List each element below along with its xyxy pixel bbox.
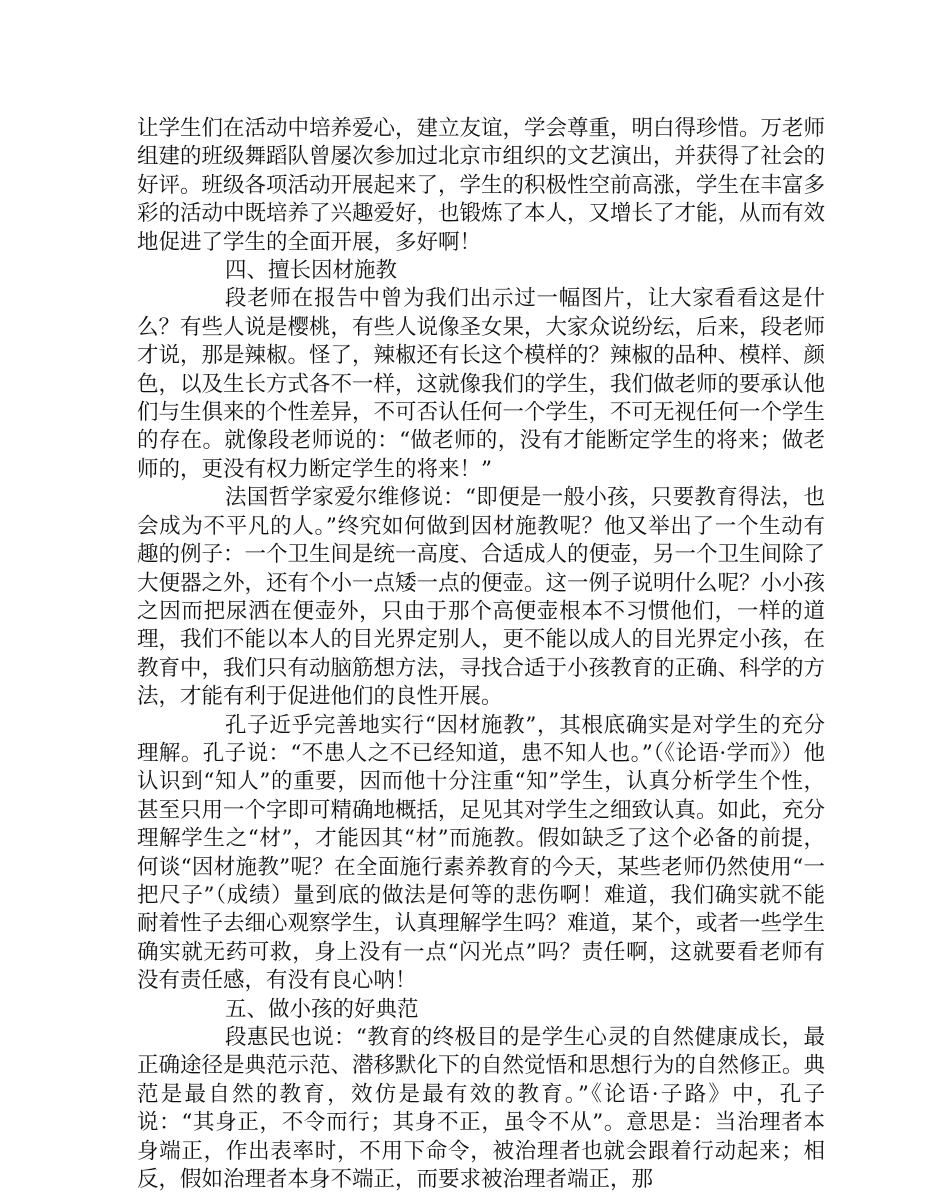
paragraph-confucius: 孔子近乎完善地实行“因材施教”，其根底确实是对学生的充分理解。孔子说：“不患人之不已经知道，患不知人也。”（《论语·学而》）他认识到“知人”的重要，因而他十分注重“知”学生，认真分析学生个性，甚至只用一个字即可精确地概括，足见其对学生之细致认真。如此，充分理解学生之“材”，才能因其“材”而施教。假如缺乏了这个必备的前提，何谈“因材施教”呢？在全面施行素养教育的今天，某些老师仍然使用“一把尺子”（成绩）量到底的做法是何等的悲伤啊！难道，我们确实就不能耐着性子去细心观察学生，认真理解学生吗？难道，某个，或者一些学生确实就无药可救，身上没有一点“闪光点”吗？责任啊，这就要看老师有没有责任感，有没有良心呐！ <box>137 712 826 994</box>
paragraph-role-model: 段惠民也说：“教育的终极目的是学生心灵的自然健康成长，最正确途径是典范示范、潜移默化下的自然觉悟和思想行为的自然修正。典范是最自然的教育，效仿是最有效的教育。”《论语·子路》中，孔子说：“其身正，不令而行；其身不正，虽令不从”。意思是：当治理者本身端正，作出表率时，不用下命令，被治理者也就会跟着行动起来；相反，假如治理者本身不端正，而要求被治理者端正，那 <box>137 1025 826 1193</box>
paragraph-helvetius: 法国哲学家爱尔维修说：“即便是一般小孩，只要教育得法，也会成为不平凡的人。”终究如何做到因材施教呢？他又举出了一个生动有趣的例子：一个卫生间是统一高度、合适成人的便壶，另一个卫生间除了大便器之外，还有个小一点矮一点的便壶。这一例子说明什么呢？小小孩之因而把尿洒在便壶外，只由于那个高便壶根本不习惯他们，一样的道理，我们不能以本人的目光界定别人，更不能以成人的目光界定小孩，在教育中，我们只有动脑筋想方法，寻找合适于小孩教育的正确、科学的方法，才能有利于促进他们的良性开展。 <box>137 485 826 710</box>
section-heading-4: 四、擅长因材施教 <box>225 258 398 284</box>
section-heading-5: 五、做小孩的好典范 <box>225 996 419 1022</box>
paragraph-pepper: 段老师在报告中曾为我们出示过一幅图片，让大家看看这是什么？有些人说是樱桃，有些人说像圣女果，大家众说纷纭，后来，段老师才说，那是辣椒。怪了，辣椒还有长这个模样的？辣椒的品种、模样、颜色，以及生长方式各不一样，这就像我们的学生，我们做老师的要承认他们与生俱来的个性差异，不可否认任何一个学生，不可无视任何一个学生的存在。就像段老师说的：“做老师的，没有才能断定学生的将来；做老师的，更没有权力断定学生的将来！” <box>137 286 826 482</box>
paragraph-activities: 让学生们在活动中培养爱心，建立友谊，学会尊重，明白得珍惜。万老师组建的班级舞蹈队曾屡次参加过北京市组织的文艺演出，并获得了社会的好评。班级各项活动开展起来了，学生的积极性空前高涨，学生在丰富多彩的活动中既培养了兴趣爱好，也锻炼了本人，又增长了才能，从而有效地促进了学生的全面开展，多好啊！ <box>137 116 826 255</box>
document-page <box>137 115 825 1194</box>
